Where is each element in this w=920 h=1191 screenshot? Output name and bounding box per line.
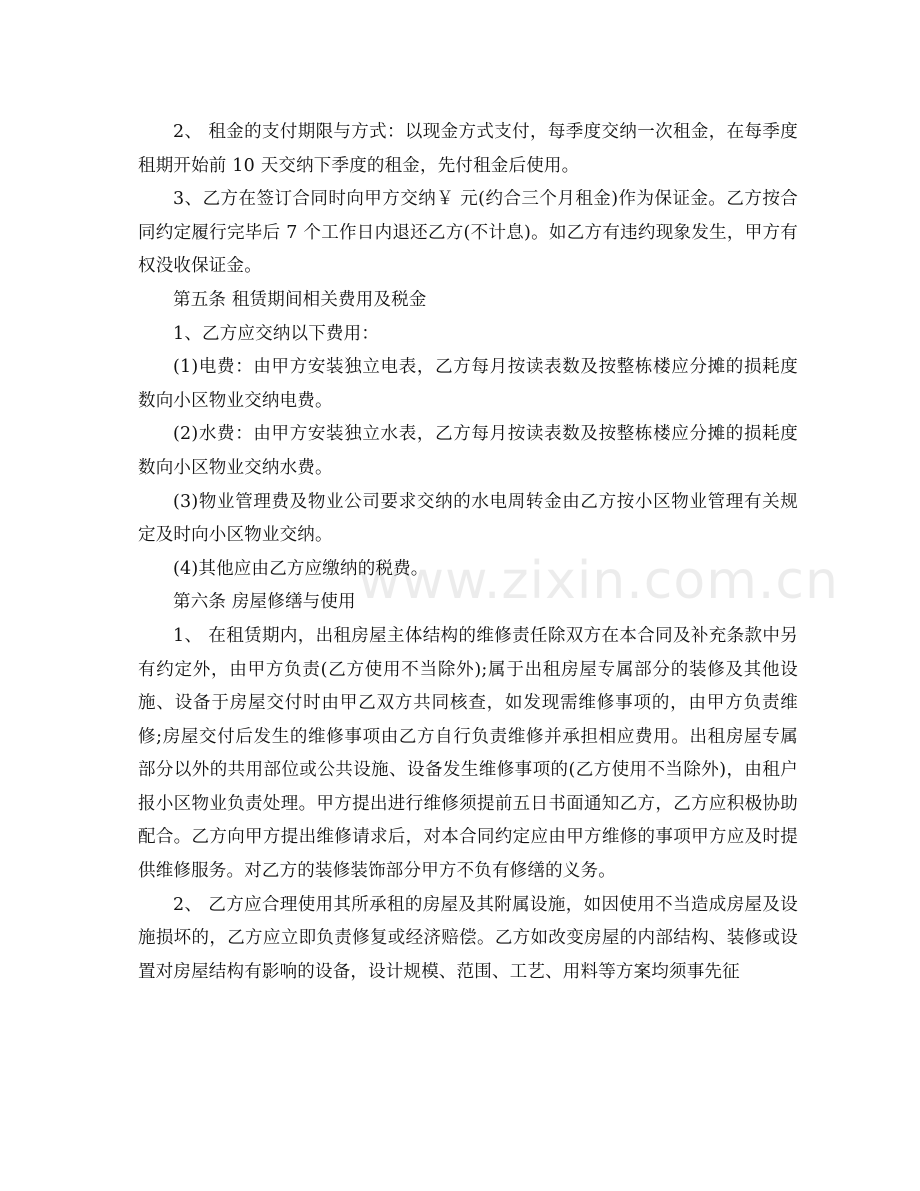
paragraph-proper-use: 2、 乙方应合理使用其所承租的房屋及其附属设施，如因使用不当造成房屋及设施损坏的，乙方应立即负责修复或经济赔偿。乙方如改变房屋的内部结构、装修或设置对房屋结构有影响的设备，设计规模、范围、工艺、用料等方案均须事先征	[138, 894, 798, 982]
paragraph-water-fee: (2)水费：由甲方安装独立水表，乙方每月按读表数及按整栋楼应分摊的损耗度数向小区物业交纳水费。	[138, 424, 798, 478]
document-body	[138, 116, 798, 989]
paragraph-repair-responsibility: 1、 在租赁期内，出租房屋主体结构的维修责任除双方在本合同及补充条款中另有约定外，由甲方负责(乙方使用不当除外);属于出租房屋专属部分的装修及其他设施、设备于房屋交付时由甲乙双方共同核查，如发现需维修事项的，由甲方负责维修;房屋交付后发生的维修事项由乙方自行负责维修并承担相应费用。出租房屋专属部分以外的共用部位或公共设施、设备发生维修事项的(乙方使用不当除外)，由租户报小区物业负责处理。甲方提出进行维修须提前五日书面通知乙方，乙方应积极协助配合。乙方向甲方提出维修请求后，对本合同约定应由甲方维修的事项甲方应及时提供维修服务。对乙方的装修装饰部分甲方不负有修缮的义务。	[138, 625, 798, 882]
paragraph-electricity-fee: (1)电费：由甲方安装独立电表，乙方每月按读表数及按整栋楼应分摊的损耗度数向小区物业交纳电费。	[138, 357, 798, 411]
paragraph-property-fee: (3)物业管理费及物业公司要求交纳的水电周转金由乙方按小区物业管理有关规定及时向小区物业交纳。	[138, 491, 798, 546]
article-5-heading: 第五条 租赁期间相关费用及税金	[173, 289, 427, 310]
paragraph-rent-payment: 2、 租金的支付期限与方式：以现金方式支付，每季度交纳一次租金，在每季度租期开始前 10 天交纳下季度的租金，先付租金后使用。	[138, 122, 798, 176]
watermark: www.zixin.com.cn	[358, 551, 839, 611]
paragraph-deposit: 3、乙方在签订合同时向甲方交纳￥ 元(约合三个月租金)作为保证金。乙方按合同约定履行完毕后 7 个工作日内退还乙方(不计息)。如乙方有违约现象发生，甲方有权没收保证金。	[138, 189, 798, 277]
paragraph-fees-intro: 1、乙方应交纳以下费用：	[173, 323, 380, 344]
paragraph-other-taxes: (4)其他应由乙方应缴纳的税费。	[173, 558, 429, 579]
article-6-heading: 第六条 房屋修缮与使用	[173, 592, 356, 613]
